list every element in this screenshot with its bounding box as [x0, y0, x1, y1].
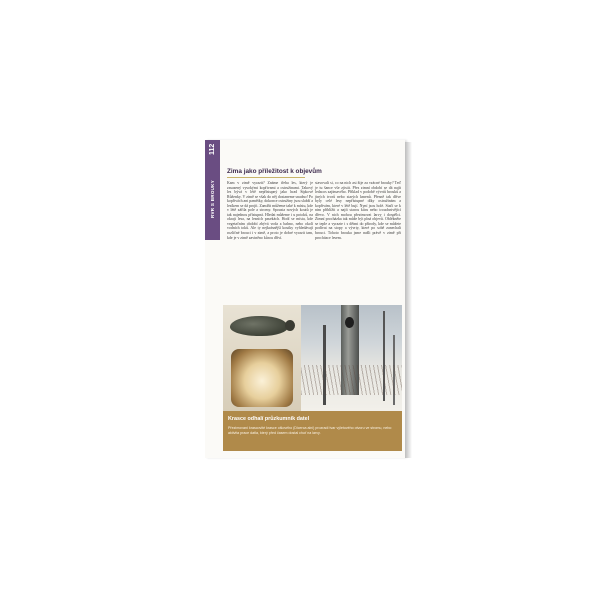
chapter-label: RVR S BROUKY — [210, 179, 215, 219]
article-column-right: stavovali si, co na nich asi žije za vzácné brouky? Teď je tu šance vše zjistit. Přes zimní období se dá najít ledacos zajímavého. Příklad v podobě vývrtů brouků a jiných tvorů nebo starých kmenů. Přesně tak dříve byly celé lesy nepřístupné díky ostružinám a kopřivám, které v létě bují. Nyní jsou holé. Stačí se k nim přiblížit a najít starou kůru nebo trouchnivějící dřevo. V nich mohou přezimovat larvy i dospělci. Zimní procházka tak může být plná objevů. Oblékněte se teple a vyrazte i s dětmi do přírody, kde se můžete podívat na stopy a vývrty, které po sobě zanechali brouci. Tohoto brouka jsme našli právě v zimě při procházce lesem. — [315, 181, 401, 240]
caption-text: Přezimovaní krascovité krasce olšového (Dicerca alni) prozradí tvar výletového otvoru ve stromu, nebo aktivita prace datla, který před časem dostal chuť na larvy. — [228, 426, 392, 435]
beetle-photo — [223, 305, 301, 411]
woodpecker-hole — [345, 317, 354, 328]
article-column-left: Kam v zimě vyrazit? Známe třeba les, který je zasazený vysokými kopřivami a ostružinami. Takový les bývá v létě nepřístupný jako hrad Šípkové Růženky. V zimě se však do něj dostaneme snadno! Po kopřivách ani pamětky, dokonce ostružiny jsou slabší a lesíkem se dá projít. Zamířit můžeme také k místu, kde v létě zářila pole a stromy. Spousta nových koutů je tak najednou přístupná. Hledat můžeme i u potoků, na okraji lesa, na lesních pasekách. Hodí se místa, kde vegetačním období zbývá voda a bahno, nebo okolí vodních toků. Ale ty nejkrásnější koutky vyhledávají rozličné brouci i v zimě, a proto je dobré vyrazit tam, kde je v zimě zaviněno kůrou dříví. — [227, 181, 313, 240]
photo-caption-box — [223, 411, 402, 451]
page-number: 112 — [209, 143, 216, 155]
undergrowth — [301, 365, 402, 395]
caption-title: Krasce odhalí průzkumník datel — [228, 416, 310, 422]
beetle-head — [285, 320, 295, 331]
bark-exit-hole-photo — [231, 349, 293, 407]
article-heading: Zima jako příležitost k objevům — [227, 168, 322, 175]
book-page — [205, 140, 405, 458]
photo-collage — [223, 305, 402, 411]
page-edge-shadow — [405, 142, 412, 458]
heading-rule — [227, 177, 305, 178]
chapter-spine — [205, 140, 220, 240]
beetle-image — [230, 316, 288, 336]
